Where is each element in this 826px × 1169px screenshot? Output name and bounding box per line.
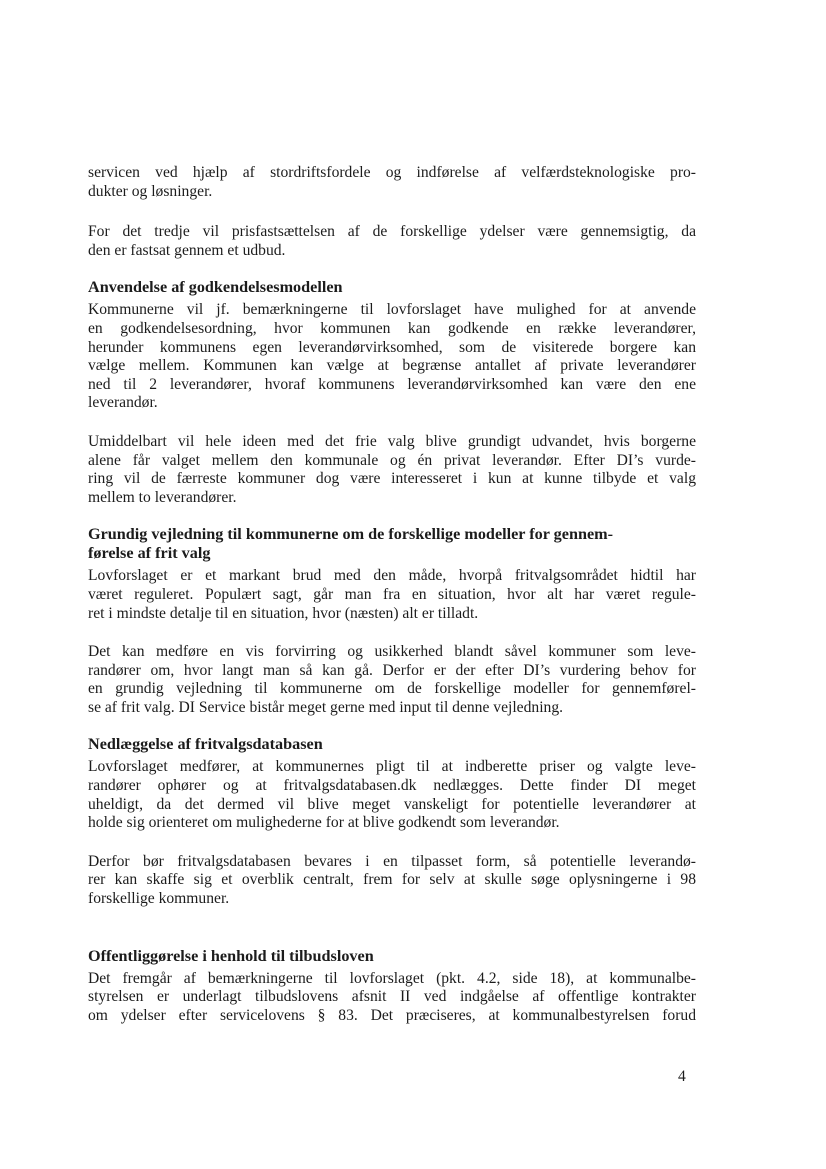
paragraph [88, 433, 696, 507]
text-line: servicen ved hjælp af stordriftsfordele og indførelse af velfærdsteknologiske pro- [88, 164, 696, 181]
text-line: holde sig orienteret om mulighederne for at blive godkendt som leverandør. [88, 814, 560, 832]
text-line: uheldigt, da det dermed vil blive meget vanskeligt for potentielle leverandører at [88, 795, 696, 813]
text-line: den er fastsat gennem et udbud. [88, 241, 286, 259]
text-line: alene får valget mellem den kommunale og én privat leverandør. Efter DI’s vurde- [88, 451, 696, 469]
text-line: Derfor bør fritvalgsdatabasen bevares i en tilpasset form, så potentielle leverandø- [88, 852, 696, 870]
text-line: ned til 2 leverandører, hvoraf kommunens leverandørvirksomhed kan være den ene [88, 375, 696, 393]
text-line: se af frit valg. DI Service bistår meget gerne med input til denne vejledning. [88, 698, 564, 716]
paragraph [88, 567, 696, 623]
text-line: rer kan skaffe sig et overblik centralt, frem for selv at skulle søge oplysningerne i 98 [88, 871, 696, 889]
text-line: forskellige kommuner. [88, 890, 230, 908]
text-line: Umiddelbart vil hele ideen med det frie valg blive grundigt udvandet, hvis borgerne [88, 432, 696, 450]
section-heading: Nedlæggelse af fritvalgsdatabasen [88, 735, 323, 754]
text-line: Det kan medføre en vis forvirring og usikkerhed blandt såvel kommuner som leve- [88, 643, 696, 661]
text-line: vælge mellem. Kommunen kan vælge at begrænse antallet af private leverandører [88, 357, 696, 375]
text-line: styrelsen er underlagt tilbudslovens afsnit II ved indgåelse af offentlige kontrakter [88, 988, 696, 1006]
text-line: Lovforslaget er et markant brud med den måde, hvorpå fritvalgsområdet hidtil har [88, 567, 696, 585]
text-line: leverandør. [88, 394, 158, 412]
text-line: en godkendelsesordning, hvor kommunen kan godkende en række leverandører, [88, 319, 696, 337]
section-heading: Offentliggørelse i henhold til tilbudsloven [88, 946, 374, 965]
paragraph [88, 970, 696, 1026]
text-line: dukter og løsninger. [88, 182, 213, 200]
text-line: Det fremgår af bemærkningerne til lovforslaget (pkt. 4.2, side 18), at kommunalbe- [88, 969, 696, 987]
text-line: Lovforslaget medfører, at kommunernes pligt til at indberette priser og valgte leve- [88, 758, 696, 776]
section-heading: Anvendelse af godkendelsesmodellen [88, 278, 343, 297]
paragraph [88, 223, 696, 260]
text-line: ret i mindste detalje til en situation, hvor (næsten) alt er tilladt. [88, 604, 479, 622]
text-line: ring vil de færreste kommuner dog være interesseret i kun at kunne tilbyde et valg [88, 470, 696, 488]
text-line: mellem to leverandører. [88, 488, 237, 506]
text-line: været reguleret. Populært sagt, går man fra en situation, hvor alt har været regule- [88, 585, 696, 603]
paragraph [88, 643, 696, 717]
section-heading: Grundig vejledning til kommunerne om de forskellige modeller for gennem- førelse af frit valg [88, 525, 614, 563]
paragraph [88, 853, 696, 909]
text-line: om ydelser efter servicelovens § 83. Det præciseres, at kommunalbestyrelsen forud [88, 1006, 696, 1024]
text-line: Kommunerne vil jf. bemærkningerne til lovforslaget have mulighed for at anvende [88, 301, 696, 319]
text-line: herunder kommunens egen leverandørvirksomhed, som de visiterede borgere kan [88, 338, 696, 356]
text-line: For det tredje vil prisfastsættelsen af de forskellige ydelser være gennemsigtig, da [88, 223, 696, 241]
page-number: 4 [678, 1068, 686, 1085]
document-body [88, 164, 696, 1025]
paragraph [88, 301, 696, 413]
text-line: randører om, hvor langt man så kan gå. Derfor er der efter DI’s vurdering behov for [88, 661, 696, 679]
text-line: en grundig vejledning til kommunerne om de forskellige modeller for gennemførel- [88, 680, 696, 698]
paragraph [88, 758, 696, 832]
text-line: randører ophører og at fritvalgsdatabasen.dk nedlægges. Dette finder DI meget [88, 777, 696, 795]
paragraph [88, 164, 696, 201]
